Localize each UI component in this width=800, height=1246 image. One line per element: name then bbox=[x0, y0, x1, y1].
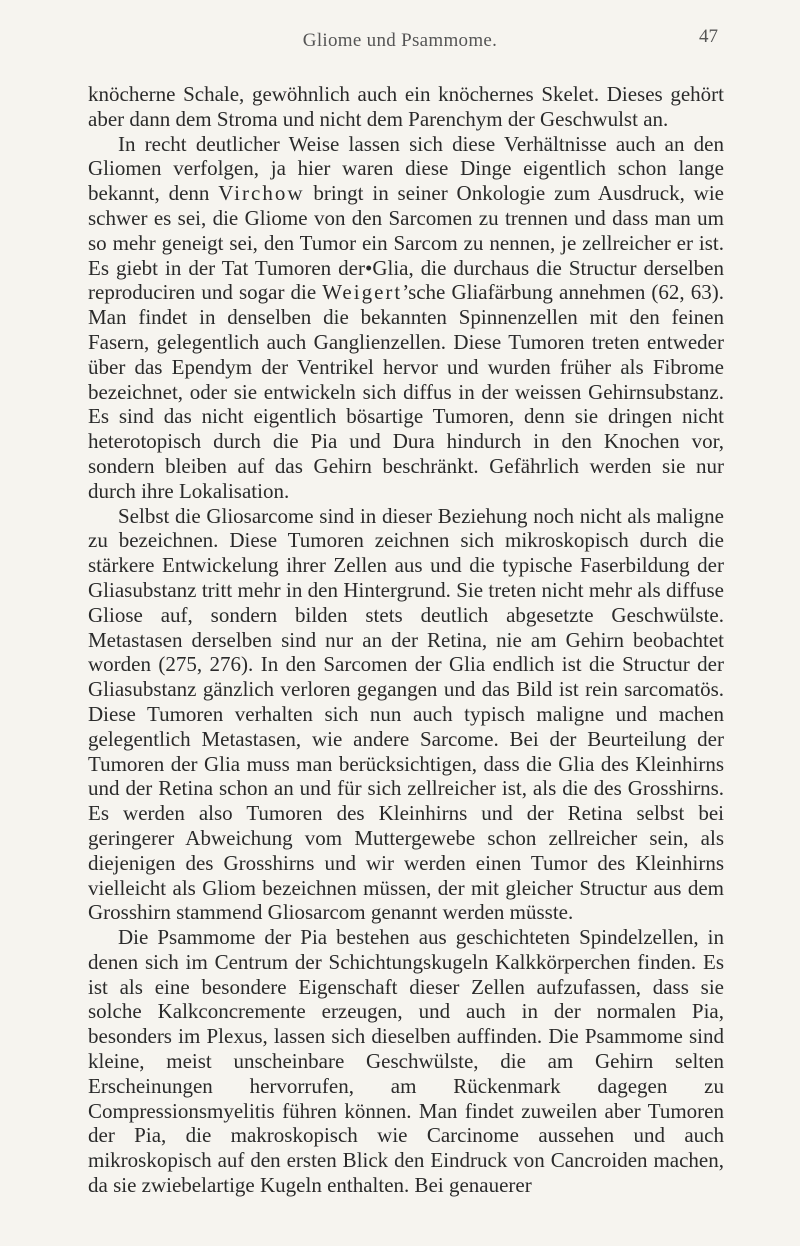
paragraph bbox=[88, 504, 724, 926]
author-name: Weigert bbox=[322, 280, 403, 305]
body-text bbox=[88, 82, 724, 1198]
text-segment: Selbst die Gliosarcome sind in dieser Beziehung noch nicht als maligne zu bezeichnen. Diese Tumoren zeichnen sich mikroskopisch durch die stärkere Entwickelung ihrer Zellen aus und die typische Faserbildung der Gliasubstanz tritt mehr in den Hintergrund. Sie treten nicht mehr als diffuse Gliose auf, sondern bilden stets deutlich abgesetzte Geschwülste. Metastasen derselben sind nur an der Retina, nie am Gehirn beobachtet worden (275, 276). In den Sarcomen der Glia endlich ist die Structur der Gliasubstanz gänzlich verloren gegangen und das Bild ist rein sarcomatös. Diese Tumoren verhalten sich nun auch typisch maligne und machen gelegentlich Metastasen, wie andere Sarcome. Bei der Beurteilung der Tumoren der Glia muss man berücksichtigen, dass die Glia des Kleinhirns und der Retina schon an und für sich zellreicher ist, als die des Grosshirns. Es werden also Tumoren des Kleinhirns und der Retina selbst bei geringerer Abweichung vom Muttergewebe schon zellreicher sein, als diejenigen des Grosshirns und wir werden einen Tumor des Kleinhirns vielleicht als Gliom bezeichnen müssen, der mit gleicher Structur aus dem Grosshirn stammend Gliosarcom genannt werden müsste. bbox=[88, 503, 724, 925]
page-number: 47 bbox=[699, 26, 718, 47]
running-head-title: Gliome und Psammome. bbox=[302, 30, 498, 51]
text-segment: In recht deutlicher Weise lassen sich diese Verhältnisse auch an den Gliomen verfolgen, ja hier waren diese Dinge eigentlich schon lange bekannt, denn bbox=[88, 131, 724, 206]
paragraph bbox=[88, 132, 724, 504]
paragraph bbox=[88, 925, 724, 1198]
author-name: Virchow bbox=[218, 181, 305, 206]
running-head bbox=[0, 26, 800, 60]
text-segment: knöcherne Schale, gewöhnlich auch ein knöchernes Skelet. Dieses gehört aber dann dem Stroma und nicht dem Parenchym der Geschwulst an. bbox=[88, 82, 724, 131]
paragraph bbox=[88, 82, 724, 132]
text-segment: ’sche Gliafärbung annehmen (62, 63). Man findet in denselben die bekannten Spinnenzellen mit den feinen Fasern, gelegentlich auch Ganglienzellen. Diese Tumoren treten entweder über das Ependym der Ventrikel hervor und wurden früher als Fibrome bezeichnet, oder sie entwickeln sich diffus in der weissen Gehirnsubstanz. Es sind das nicht eigentlich bösartige Tumoren, denn sie dringen nicht heterotopisch durch die Pia und Dura hindurch in den Knochen vor, sondern bleiben auf das Gehirn beschränkt. Gefährlich werden sie nur durch ihre Lokalisation. bbox=[88, 280, 724, 503]
text-segment: Die Psammome der Pia bestehen aus geschichteten Spindelzellen, in denen sich im Centrum der Schichtungskugeln Kalkkörperchen finden. Es ist als eine besondere Eigenschaft dieser Zellen aufzufassen, dass sie solche Kalkconcremente erzeugen, und auch in der normalen Pia, besonders im Plexus, lassen sich dieselben auffinden. Die Psammome sind kleine, meist unscheinbare Geschwülste, die am Gehirn selten Erscheinungen hervorrufen, am Rückenmark dagegen zu Compressionsmyelitis führen können. Man findet zuweilen aber Tumoren der Pia, die makroskopisch wie Carcinome aussehen und auch mikroskopisch auf den ersten Blick den Eindruck von Cancroiden machen, da sie zwiebelartige Kugeln enthalten. Bei genauerer bbox=[88, 925, 724, 1198]
text-segment: bringt in seiner Onkologie zum Ausdruck, wie schwer es sei, die Gliome von den Sarcomen zu trennen und dass man um so mehr geneigt sei, den Tumor ein Sarcom zu nennen, je zellreicher er ist. Es giebt in der Tat Tumoren der•Glia, die durchaus die Structur derselben reproduciren und sogar die bbox=[88, 181, 725, 305]
